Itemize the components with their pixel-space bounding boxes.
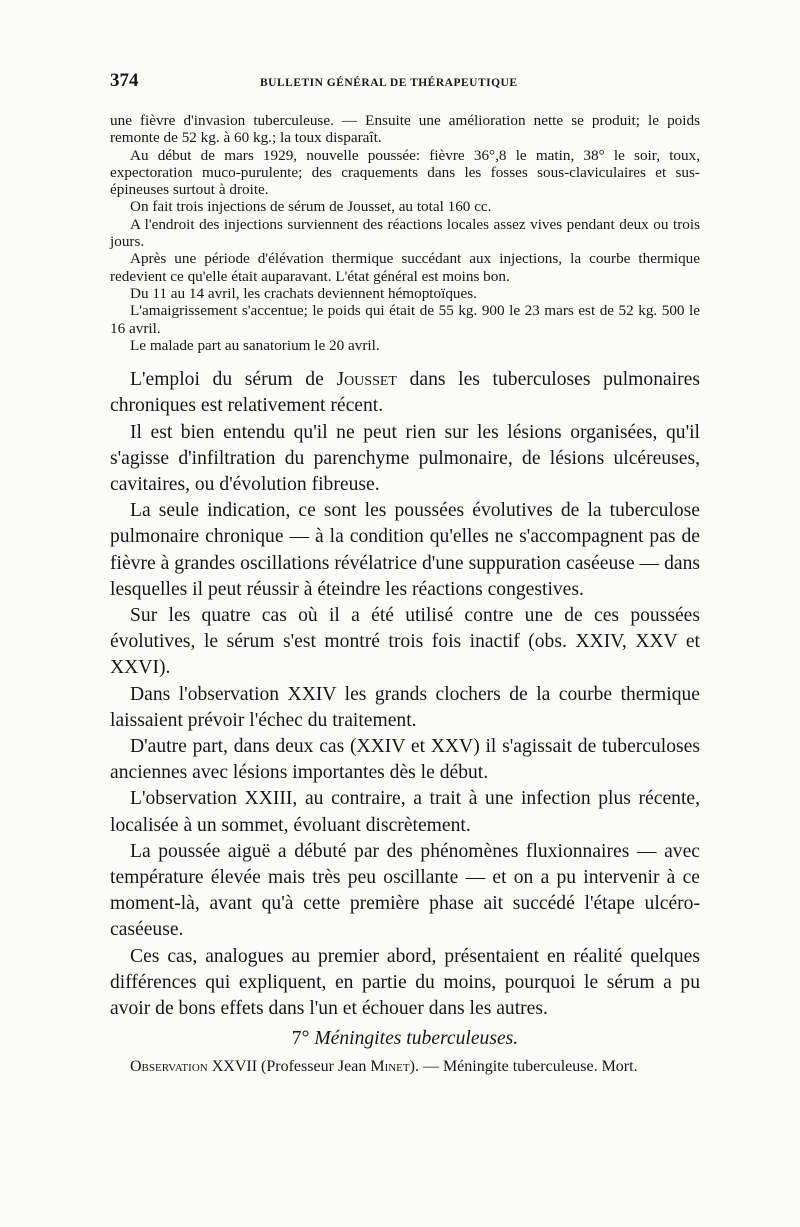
case-notes (110, 112, 700, 354)
case-note-paragraph: Du 11 au 14 avril, les crachats deviennent hémoptoïques. (130, 284, 477, 302)
author-name: Jousset (336, 369, 397, 391)
page-number: 374 (110, 70, 139, 91)
discussion-paragraph: D'autre part, dans deux cas (XXIV et XXV) il s'agissait de tuberculoses anciennes avec lésions importantes dès le début. (110, 736, 700, 784)
section-title: Méningites tuberculeuses. (314, 1028, 519, 1050)
discussion (110, 367, 700, 1022)
discussion-paragraph: Ces cas, analogues au premier abord, présentaient en réalité quelques différences qui expliquent, en partie du moins, pourquoi le sérum a pu avoir de bons effets dans l'un et échouer dans les autres. (110, 945, 700, 1020)
observation-author: Minet (370, 1058, 410, 1076)
discussion-paragraph: Sur les quatre cas où il a été utilisé contre une de ces poussées évolutives, le sérum s'est montré trois fois inactif (obs. XXIV, XXV et XXVI). (110, 604, 700, 679)
observation-paragraph (110, 1058, 700, 1077)
observation-rest: ). — Méningite tuberculeuse. Mort. (409, 1058, 638, 1076)
section-heading (110, 1026, 700, 1052)
case-note-paragraph: une fièvre d'invasion tuberculeuse. — Ensuite une amélioration nette se produit; le poids remonte de 52 kg. à 60 kg.; la toux disparaît. (110, 112, 700, 147)
document-page (110, 70, 700, 1077)
case-note-paragraph: On fait trois injections de sérum de Jousset, au total 160 cc. (130, 198, 492, 216)
running-title: BULLETIN GÉNÉRAL DE THÉRAPEUTIQUE (260, 77, 518, 89)
case-note-paragraph: L'amaigrissement s'accentue; le poids qui était de 55 kg. 900 le 23 mars est de 52 kg. 500 le 16 avril. (110, 302, 700, 337)
discussion-paragraph: La poussée aiguë a débuté par des phénomènes fluxionnaires — avec température élevée mais très peu oscillante — et on a pu intervenir à ce moment-là, avant qu'à cette première phase ait succédé l'étape ulcéro-caséeuse. (110, 840, 700, 941)
p1-before: L'emploi du sérum de (130, 369, 337, 391)
discussion-paragraph (110, 367, 700, 419)
discussion-paragraph: La seule indication, ce sont les poussées évolutives de la tuberculose pulmonaire chronique — à la condition qu'elles ne s'accompagnent pas de fièvre à grandes oscillations révélatrice d'une suppuration caséeuse — dans lesquelles il peut réussir à éteindre les réactions congestives. (110, 500, 700, 600)
section-number: 7° (291, 1028, 310, 1050)
observation-label: Observation (130, 1058, 208, 1076)
observation-number: XXVII (Professeur Jean (207, 1058, 371, 1076)
discussion-paragraph: Il est bien entendu qu'il ne peut rien sur les lésions organisées, qu'il s'agisse d'infiltration du parenchyme pulmonaire, de lésions ulcéreuses, cavitaires, ou d'évolution fibreuse. (110, 421, 700, 495)
observation-entry (110, 1058, 700, 1077)
case-note-paragraph: Le malade part au sanatorium le 20 avril. (130, 336, 380, 354)
case-note-paragraph: Au début de mars 1929, nouvelle poussée: fièvre 36°,8 le matin, 38° le soir, toux, expectoration muco-purulente; des craquements dans les fosses sous-claviculaires et sus-épineuses surtout à droite. (110, 146, 700, 199)
p1-after: dans les tuberculoses pulmonaires chroniques est relativement récent. (110, 369, 700, 417)
case-note-paragraph: Après une période d'élévation thermique succédant aux injections, la courbe thermique redevient ce qu'elle était auparavant. L'état général est moins bon. (110, 250, 700, 285)
page-header (110, 70, 700, 92)
case-note-paragraph: A l'endroit des injections surviennent des réactions locales assez vives pendant deux ou trois jours. (110, 215, 700, 251)
discussion-paragraph: Dans l'observation XXIV les grands clochers de la courbe thermique laissaient prévoir l'échec du traitement. (110, 683, 700, 731)
discussion-paragraph: L'observation XXIII, au contraire, a trait à une infection plus récente, localisée à un sommet, évoluant discrètement. (110, 788, 700, 836)
